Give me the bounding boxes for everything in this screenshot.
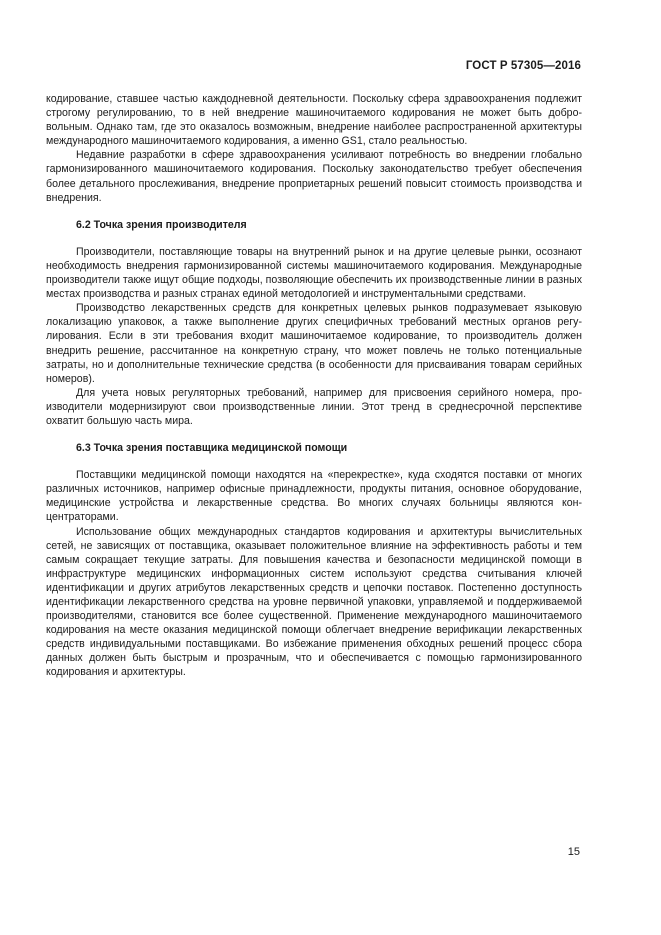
section-heading-6-3: 6.3 Точка зрения поставщика медицинской помощи — [76, 442, 348, 455]
intro-paragraph-continued: кодирование, ставшее частью каждодневной деятельности. Поскольку сфера здравоохранения подлежит строгому регулированию, то в ней внедрение машиночитаемого кодирования не может быть добровольным. Однако там, где это оказалось возможным, внедрение наиболее распространенной архитектуры международного машиночитаемого кодирования, а именно GS1, стало реальностью. — [46, 93, 582, 148]
section-6-3-paragraph: Использование общих международных стандартов кодирования и архитектуры вычислительных сетей, не зависящих от поставщика, оказывает положительное влияние на эффективность работы и тем самым сокращает текущие затраты. Для повышения качества и безопасности медицинской помощи в инфраструктуре медицинских информационных систем используют средства считывания ключей идентификации и других атрибутов лекарственных средств и цепочки поставок. Постепенно доступность идентификации лекарственного средства на уровне первичной упаковки, управляемой и поддерживаемой производителями, становится все более существенной. Применение международного машиночитаемого кодирования на месте оказания медицинской помощи облегчает внедрение верификации лекарственных средств индивидуальными поставщиками. Во избежание применения обходных решений процесс сбора данных должен быть быстрым и прозрачным, что и обеспечивается с помощью гармонизированного кодирования и архитектуры. — [46, 525, 582, 679]
page-body — [46, 92, 582, 680]
section-heading-6-2: 6.2 Точка зрения производителя — [76, 218, 247, 231]
section-6-2-paragraph: Производство лекарственных средств для конкретных целевых рынков подразумевает языковую локализацию упаковок, а также выполнение других специфичных требований местных органов регулирования. Если в эти требования входит машиночитаемое кодирование, то производитель должен внедрить решение, рассчитанное на конкретную страну, что может повлечь не только потенциальные затраты, но и дополнительные технические средства (в особенности для присваивания товарам серийных номеров). — [46, 302, 582, 385]
section-6-2-paragraph: Для учета новых регуляторных требований, например для присвоения серийного номера, производители модернизируют свои производственные линии. Этот тренд в среднесрочной перспективе охватит большую часть мира. — [46, 386, 582, 427]
page-number: 15 — [567, 846, 580, 858]
section-6-2-paragraph: Производители, поставляющие товары на внутренний рынок и на другие целевые рынки, осознают необходимость внедрения гармонизированной системы машиночитаемого кодирования. Международные производители также ищут общие подходы, позволяющие обеспечить их производственные линии в разных местах производства и разных странах единой методологией и инструментальными средствами. — [46, 245, 582, 301]
standard-id-header: ГОСТ Р 57305—2016 — [465, 60, 581, 72]
intro-paragraph: Недавние разработки в сфере здравоохранения усиливают потребность во внедрении глобально гармонизированного машиночитаемого кодирования. Поскольку законодательство требует обеспечения более детального прослеживания, внедрение проприетарных решений повысит стоимость производства и внедрения. — [46, 149, 582, 204]
section-6-3-paragraph: Поставщики медицинской помощи находятся на «перекрестке», куда сходятся поставки от многих различных источников, например офисные принадлежности, продукты питания, основное оборудование, медицинские устройства и лекарственные средства. Во многих случаях больницы являются концентраторами. — [46, 469, 582, 524]
